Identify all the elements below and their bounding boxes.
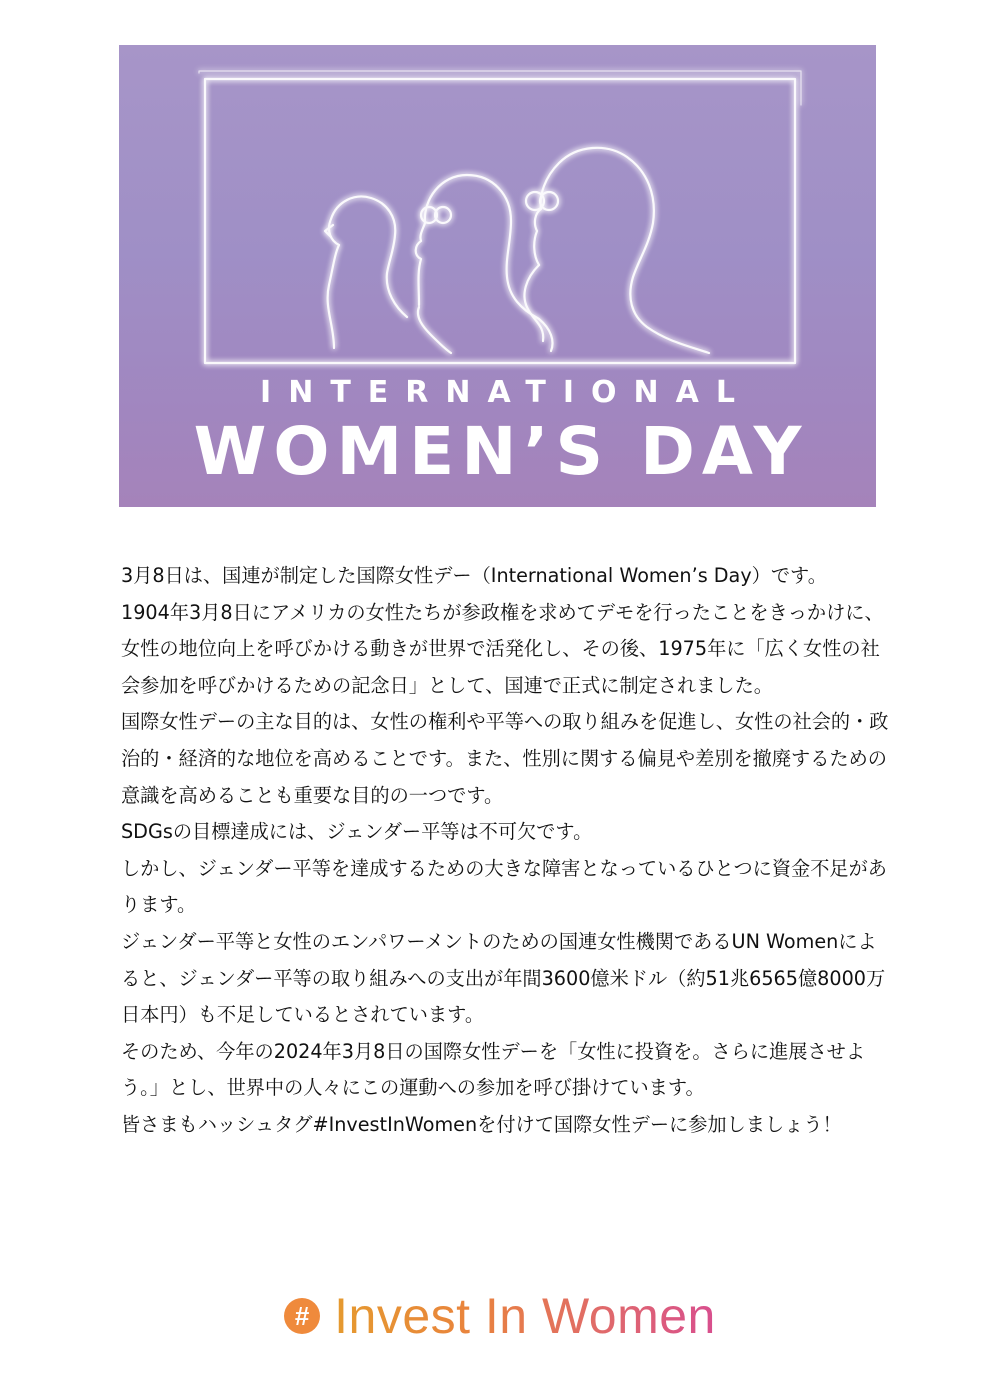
paragraph-un-women: ジェンダー平等と女性のエンパワーメントのための国連女性機関であるUN Womenによると、ジェンダー平等の取り組みへの支出が年間3600億米ドル（約51兆6565億8000万日本円）も不足しているとされています。 xyxy=(121,929,886,1027)
hash-icon: # xyxy=(284,1298,320,1334)
banner-title-international: INTERNATIONAL xyxy=(260,375,752,410)
silhouette-left xyxy=(328,197,407,348)
paragraph-theme: そのため、今年の2024年3月8日の国際女性デーを「女性に投資を。さらに進展させよう。」とし、世界中の人々にこの運動への参加を呼び掛けています。 xyxy=(121,1039,866,1100)
hashtag-logo xyxy=(0,1286,1000,1346)
womens-day-banner xyxy=(119,45,876,507)
paragraph-call-to-action: 皆さまもハッシュタグ#InvestInWomenを付けて国際女性デーに参加しましょう！ xyxy=(121,1112,842,1136)
paragraph-intro: 3月8日は、国連が制定した国際女性デー（International Women’s Day）です。 xyxy=(121,564,827,587)
article-body xyxy=(121,558,891,1144)
neon-frame xyxy=(205,79,795,363)
silhouette-middle xyxy=(416,175,553,351)
hashtag-text: Invest In Women xyxy=(334,1288,716,1344)
paragraph-funding: しかし、ジェンダー平等を達成するための大きな障害となっているひとつに資金不足があります。 xyxy=(121,856,887,917)
silhouette-right xyxy=(534,148,709,353)
banner-title-womens-day: WOMEN’S DAY xyxy=(193,413,809,490)
paragraph-purpose: 国際女性デーの主な目的は、女性の権利や平等への取り組みを促進し、女性の社会的・政治的・経済的な地位を高めることです。また、性別に関する偏見や差別を撤廃するための意識を高めることも重要な目的の一つです。 xyxy=(121,710,889,807)
paragraph-history: 1904年3月8日にアメリカの女性たちが参政権を求めてデモを行ったことをきっかけに、女性の地位向上を呼びかける動きが世界で活発化し、その後、1975年に「広く女性の社会参加を呼びかけるための記念日」として、国連で正式に制定されました。 xyxy=(121,600,884,697)
paragraph-sdgs: SDGsの目標達成には、ジェンダー平等は不可欠です。 xyxy=(121,820,593,844)
